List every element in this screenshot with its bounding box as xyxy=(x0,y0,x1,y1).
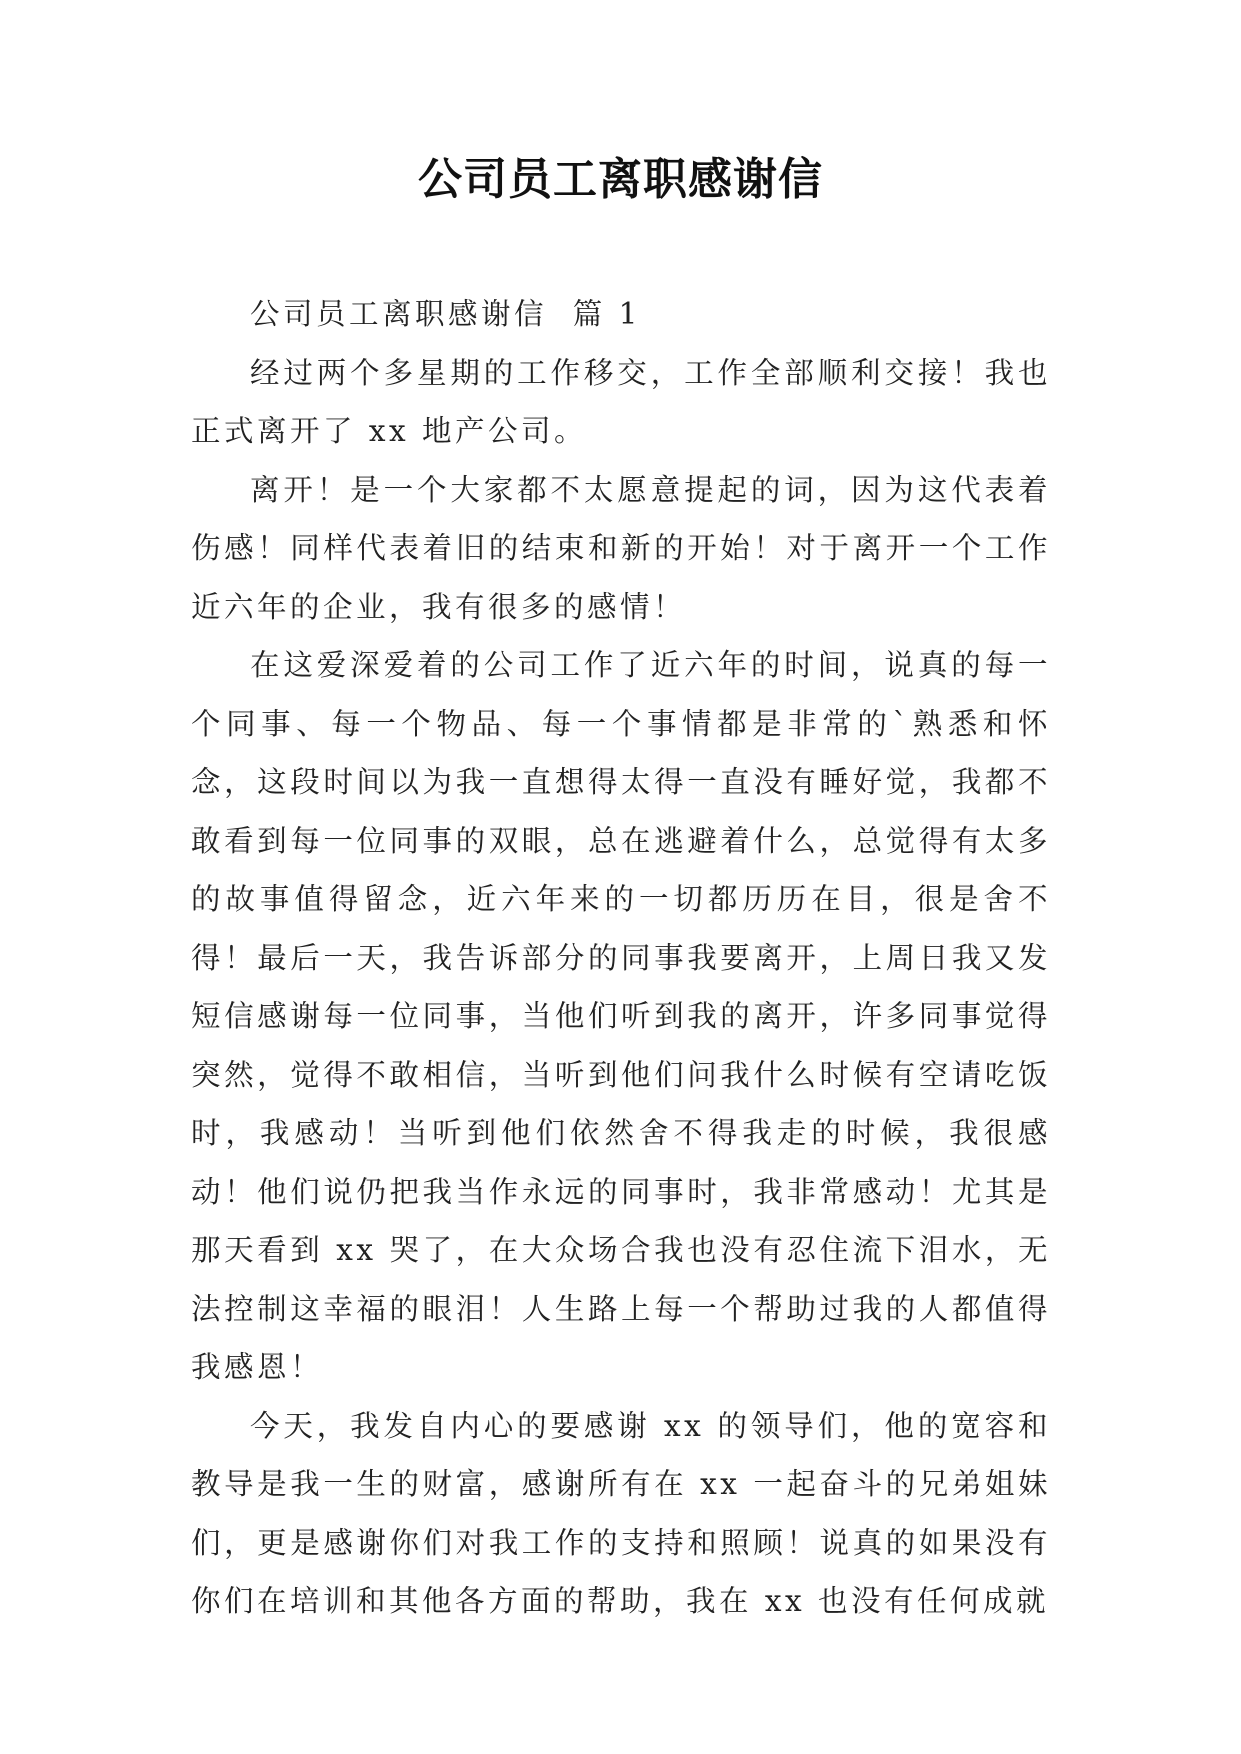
paragraph-1: 经过两个多星期的工作移交，工作全部顺利交接！我也正式离开了 xx 地产公司。 xyxy=(191,355,1051,448)
paragraph-3: 在这爱深爱着的公司工作了近六年的时间，说真的每一个同事、每一个物品、每一个事情都是非常的`熟悉和怀念，这段时间以为我一直想得太得一直没有睡好觉，我都不敢看到每一位同事的双眼，总在逃避着什么，总觉得有太多的故事值得留念，近六年来的一切都历历在目，很是舍不得！最后一天，我告诉部分的同事我要离开，上周日我又发短信感谢每一位同事，当他们听到我的离开，许多同事觉得突然，觉得不敢相信，当听到他们问我什么时候有空请吃饭时，我感动！当听到他们依然舍不得我走的时候，我很感动！他们说仍把我当作永远的同事时，我非常感动！尤其是那天看到 xx 哭了，在大众场合我也没有忍住流下泪水，无法控制这幸福的眼泪！人生路上每一个帮助过我的人都值得我感恩！ xyxy=(191,648,1051,1384)
document-body xyxy=(191,285,1051,1631)
document-title: 公司员工离职感谢信 xyxy=(418,154,823,205)
paragraph-2: 离开！是一个大家都不太愿意提起的词，因为这代表着伤感！同样代表着旧的结束和新的开始！对于离开一个工作近六年的企业，我有很多的感情！ xyxy=(191,472,1051,624)
section-heading: 公司员工离职感谢信 篇 1 xyxy=(250,297,641,331)
paragraph-4: 今天，我发自内心的要感谢 xx 的领导们，他的宽容和教导是我一生的财富，感谢所有在 xx 一起奋斗的兄弟姐妹们，更是感谢你们对我工作的支持和照顾！说真的如果没有你们在培训和其他各方面的帮助，我在 xx 也没有任何成就 xyxy=(191,1408,1051,1618)
